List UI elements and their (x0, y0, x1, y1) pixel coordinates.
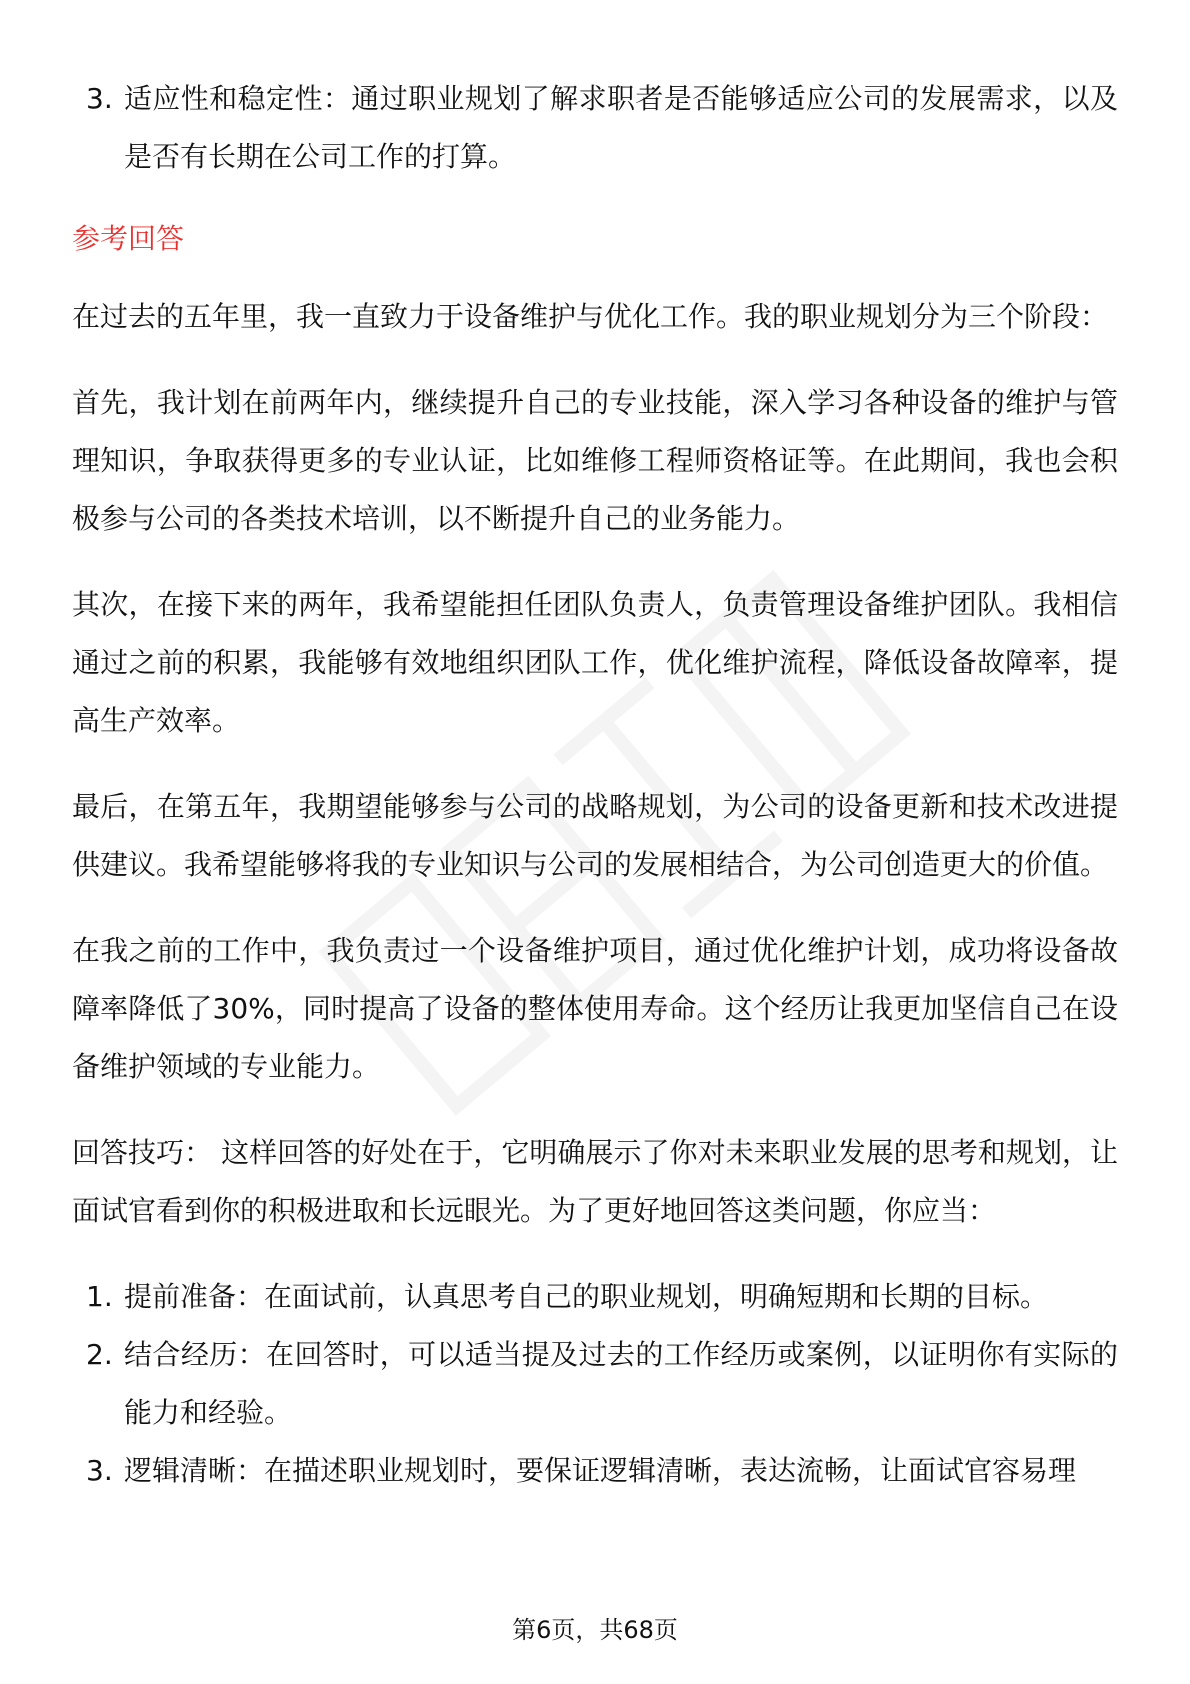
list-item (72, 70, 1118, 186)
list-item-number: 3. (86, 82, 113, 115)
paragraph-answer-tips: 回答技巧： 这样回答的好处在于，它明确展示了你对未来职业发展的思考和规划，让面试官看到你的积极进取和长远眼光。为了更好地回答这类问题，你应当： (72, 1136, 1118, 1227)
list-item-text: 逻辑清晰：在描述职业规划时，要保证逻辑清晰，表达流畅，让面试官容易理 (124, 1454, 1077, 1487)
list-item-number: 3. (86, 1454, 113, 1487)
tips-list (72, 1268, 1118, 1500)
list-item (72, 1442, 1118, 1500)
document-body (72, 70, 1118, 1524)
section-heading: 参考回答 (72, 222, 185, 255)
paragraph-second-stage: 其次，在接下来的两年，我希望能担任团队负责人，负责管理设备维护团队。我相信通过之前的积累，我能够有效地组织团队工作，优化维护流程，降低设备故障率，提高生产效率。 (72, 588, 1118, 737)
paragraph-final-stage: 最后，在第五年，我期望能够参与公司的战略规划，为公司的设备更新和技术改进提供建议。我希望能够将我的专业知识与公司的发展相结合，为公司创造更大的价值。 (72, 790, 1118, 881)
list-item (72, 1326, 1118, 1442)
list-item-text: 提前准备：在面试前，认真思考自己的职业规划，明确短期和长期的目标。 (124, 1280, 1049, 1313)
list-item-number: 1. (86, 1280, 113, 1313)
list-item-text: 适应性和稳定性：通过职业规划了解求职者是否能够适应公司的发展需求，以及是否有长期在公司工作的打算。 (124, 82, 1118, 173)
page-footer: 第6页，共68页 (512, 1616, 678, 1644)
list-item-text: 结合经历：在回答时，可以适当提及过去的工作经历或案例，以证明你有实际的能力和经验。 (124, 1338, 1118, 1429)
paragraph-first-stage: 首先，我计划在前两年内，继续提升自己的专业技能，深入学习各种设备的维护与管理知识，争取获得更多的专业认证，比如维修工程师资格证等。在此期间，我也会积极参与公司的各类技术培训，以不断提升自己的业务能力。 (72, 386, 1118, 535)
paragraph-experience: 在我之前的工作中，我负责过一个设备维护项目，通过优化维护计划，成功将设备故障率降低了30%，同时提高了设备的整体使用寿命。这个经历让我更加坚信自己在设备维护领域的专业能力。 (72, 934, 1118, 1083)
list-item-number: 2. (86, 1338, 113, 1371)
paragraph-intro: 在过去的五年里，我一直致力于设备维护与优化工作。我的职业规划分为三个阶段： (72, 300, 1109, 333)
list-item (72, 1268, 1118, 1326)
intro-list (72, 70, 1118, 186)
